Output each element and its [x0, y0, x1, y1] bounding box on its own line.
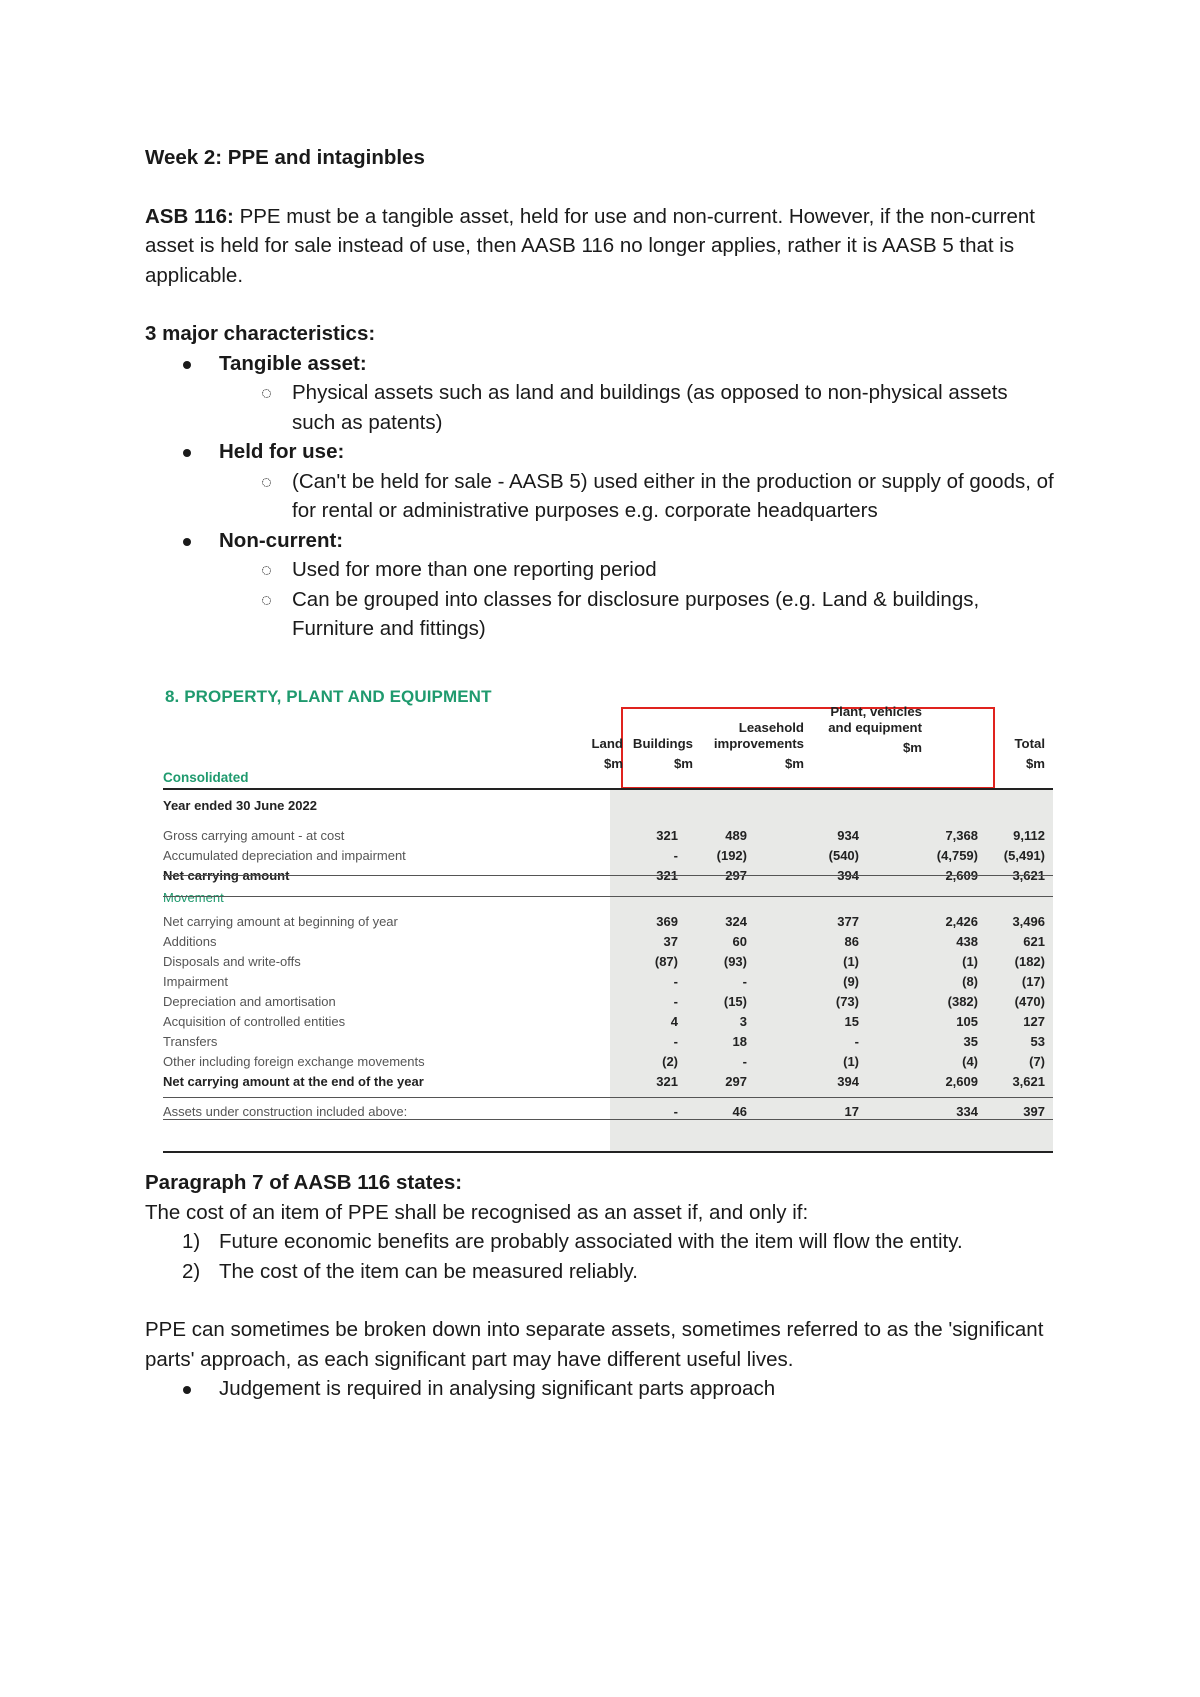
cell-value: 489: [725, 828, 747, 843]
bullet-icon: [183, 1386, 191, 1394]
sub-item-text: Used for more than one reporting period: [292, 558, 657, 581]
cell-value: 394: [837, 868, 859, 883]
col-name: Land: [591, 736, 623, 751]
bullet-icon: [183, 449, 191, 457]
cell-value: 438: [956, 934, 978, 949]
sub-list: [219, 555, 1055, 644]
significant-bullets: [145, 1374, 1055, 1404]
cell-value: 127: [1023, 1014, 1045, 1029]
list-item: [145, 1257, 1055, 1287]
row-label: Net carrying amount at beginning of year: [163, 914, 398, 929]
row-label: Impairment: [163, 974, 229, 989]
paragraph7-intro: The cost of an item of PPE shall be recognised as an asset if, and only if:: [145, 1200, 809, 1224]
cell-value: (15): [723, 994, 747, 1009]
cell-value: (1): [962, 954, 978, 969]
row-label: Assets under construction included above:: [163, 1104, 408, 1119]
cell-value: (87): [654, 954, 678, 969]
table-row: [163, 890, 1053, 909]
cell-value: 9,112: [1013, 828, 1045, 843]
cell-value: (1): [843, 954, 859, 969]
sub-item-text: Physical assets such as land and buildings (as opposed to non-physical assets such as patents): [292, 381, 1008, 434]
col-header-leasehold: [694, 720, 804, 772]
bottom-rule: [163, 1151, 1053, 1153]
item-text: Future economic benefits are probably associated with the item will flow the entity.: [219, 1230, 963, 1253]
header-rule: [163, 788, 1053, 790]
row-divider: [163, 1119, 1053, 1120]
cell-value: 377: [837, 914, 859, 929]
col-header-buildings: [633, 736, 693, 772]
cell-value: (8): [962, 974, 978, 989]
col-unit: $m: [673, 756, 693, 771]
row-label: Acquisition of controlled entities: [163, 1014, 346, 1029]
table-row: [163, 974, 1053, 993]
cell-value: (17): [1021, 974, 1045, 989]
cell-value: 35: [963, 1034, 978, 1049]
row-label: Net carrying amount at the end of the year: [163, 1074, 424, 1089]
cell-value: -: [673, 994, 678, 1009]
cell-value: (1): [843, 1054, 859, 1069]
cell-value: -: [854, 1034, 859, 1049]
col-name: Buildings: [632, 736, 693, 751]
intro-paragraph: [145, 202, 1055, 291]
cell-value: (5,491): [1003, 848, 1045, 863]
recognition-criteria-list: [145, 1227, 1055, 1286]
table-row: [163, 868, 1053, 887]
list-item: [145, 1374, 1055, 1404]
cell-value: 18: [732, 1034, 747, 1049]
circle-bullet-icon: [262, 389, 271, 398]
cell-value: (9): [843, 974, 859, 989]
sub-item-text: Can be grouped into classes for disclosure purposes (e.g. Land & buildings, Furniture and fittings): [292, 587, 980, 640]
cell-value: -: [742, 1054, 747, 1069]
characteristic-label: Non-current:: [219, 528, 344, 552]
row-label: Additions: [163, 934, 217, 949]
cell-value: 2,609: [945, 868, 978, 883]
cell-value: 4: [670, 1014, 678, 1029]
bullet-icon: [183, 361, 191, 369]
cell-value: (540): [828, 848, 859, 863]
list-item: [145, 349, 1055, 438]
cell-value: 17: [844, 1104, 859, 1119]
cell-value: (182): [1014, 954, 1045, 969]
characteristic-label: Held for use:: [219, 440, 345, 463]
table-row: [163, 1014, 1053, 1033]
cell-value: (93): [723, 954, 747, 969]
col-unit: $m: [603, 756, 623, 771]
paragraph7-title: Paragraph 7 of AASB 116 states:: [145, 1171, 463, 1194]
table-row: [163, 828, 1053, 847]
consolidated-label: Consolidated: [163, 770, 249, 785]
bullet-icon: [183, 538, 191, 546]
circle-bullet-icon: [262, 596, 271, 605]
cell-value: 3,621: [1012, 1074, 1045, 1089]
characteristics-list: [145, 349, 1055, 644]
cell-value: (4,759): [936, 848, 978, 863]
cell-value: 394: [837, 1074, 859, 1089]
ppe-table-image: [155, 680, 1055, 1155]
cell-value: (382): [947, 994, 978, 1009]
list-item: [145, 526, 1055, 644]
col-name: Total: [1014, 736, 1045, 751]
cell-value: -: [673, 1034, 678, 1049]
col-unit: $m: [1025, 756, 1045, 771]
cell-value: -: [673, 1104, 678, 1119]
cell-value: 934: [837, 828, 859, 843]
cell-value: -: [673, 848, 678, 863]
cell-value: (4): [962, 1054, 978, 1069]
bullet-text: Judgement is required in analysing significant parts approach: [219, 1377, 776, 1400]
col-name: Plant, vehicles and equipment: [828, 704, 922, 735]
row-divider: [163, 875, 1053, 876]
intro-label: ASB 116:: [145, 204, 234, 228]
table-row: [163, 934, 1053, 953]
sub-list: [219, 467, 1055, 526]
item-number: 2): [182, 1259, 201, 1283]
list-item: [145, 437, 1055, 526]
cell-value: (7): [1029, 1054, 1045, 1069]
sub-item-text: (Can't be held for sale - AASB 5) used either in the production or supply of goods, of for rental or administrative purposes e.g. corporate headquarters: [292, 469, 1054, 522]
cell-value: 53: [1030, 1034, 1045, 1049]
cell-value: 321: [656, 868, 678, 883]
cell-value: 297: [725, 868, 747, 883]
col-unit: $m: [784, 756, 804, 771]
table-row: [163, 1104, 1053, 1123]
cell-value: 2,609: [945, 1074, 978, 1089]
cell-value: (192): [716, 848, 747, 863]
characteristic-label: Tangible asset:: [219, 351, 367, 375]
cell-value: 397: [1023, 1104, 1045, 1119]
list-item: [219, 467, 1055, 526]
row-label: Movement: [163, 890, 224, 905]
characteristics-title: 3 major characteristics:: [145, 322, 376, 345]
notes-text: [145, 143, 1055, 644]
cell-value: 297: [725, 1074, 747, 1089]
cell-value: 369: [656, 914, 678, 929]
table-row: [163, 994, 1053, 1013]
notes-text-lower: [145, 1168, 1055, 1404]
row-divider: [163, 896, 1053, 897]
col-header-plant: [826, 704, 922, 756]
table-title: 8. PROPERTY, PLANT AND EQUIPMENT: [165, 687, 492, 706]
cell-value: 37: [663, 934, 678, 949]
item-text: The cost of the item can be measured reliably.: [219, 1259, 638, 1283]
circle-bullet-icon: [262, 566, 271, 575]
cell-value: (470): [1014, 994, 1045, 1009]
row-label: Gross carrying amount - at cost: [163, 828, 345, 843]
cell-value: 105: [956, 1014, 978, 1029]
cell-value: 324: [725, 914, 747, 929]
row-label: Transfers: [163, 1034, 218, 1049]
cell-value: 60: [732, 934, 747, 949]
cell-value: 3,621: [1012, 868, 1045, 883]
cell-value: 15: [844, 1014, 859, 1029]
cell-value: (2): [662, 1054, 678, 1069]
row-label: Year ended 30 June 2022: [163, 798, 317, 813]
cell-value: 7,368: [945, 828, 978, 843]
list-item: [219, 378, 1055, 437]
sub-list: [219, 378, 1055, 437]
cell-value: 621: [1023, 934, 1045, 949]
col-unit: $m: [902, 740, 922, 755]
cell-value: 46: [732, 1104, 747, 1119]
cell-value: -: [742, 974, 747, 989]
table-row: [163, 1034, 1053, 1053]
col-header-total: [1014, 736, 1045, 772]
row-label: Accumulated depreciation and impairment: [163, 848, 406, 863]
circle-bullet-icon: [262, 478, 271, 487]
page-heading: Week 2: PPE and intaginbles: [145, 146, 425, 169]
cell-value: 2,426: [945, 914, 978, 929]
table-row: [163, 848, 1053, 867]
row-label: Net carrying amount: [163, 868, 290, 883]
significant-parts-paragraph: PPE can sometimes be broken down into separate assets, sometimes referred to as the 'significant parts' approach, as each significant part may have different useful lives.: [145, 1318, 1044, 1371]
table-row: [163, 1074, 1053, 1093]
row-label: Disposals and write-offs: [163, 954, 301, 969]
cell-value: -: [673, 974, 678, 989]
cell-value: 3: [739, 1014, 747, 1029]
cell-value: 334: [956, 1104, 978, 1119]
list-item: [219, 585, 1055, 644]
list-item: [145, 1227, 1055, 1257]
item-number: 1): [182, 1230, 201, 1253]
col-name: Leasehold improvements: [713, 720, 804, 751]
intro-text: PPE must be a tangible asset, held for use and non-current. However, if the non-current asset is held for sale instead of use, then AASB 116 no longer applies, rather it is AASB 5 that is applicable.: [145, 204, 1035, 287]
cell-value: 86: [844, 934, 859, 949]
row-label: Depreciation and amortisation: [163, 994, 336, 1009]
cell-value: (73): [835, 994, 859, 1009]
col-header-land: [591, 736, 623, 772]
list-item: [219, 555, 1055, 585]
row-divider: [163, 1097, 1053, 1098]
table-row: [163, 954, 1053, 973]
table-row: [163, 798, 1053, 817]
cell-value: 3,496: [1012, 914, 1045, 929]
table-row: [163, 1054, 1053, 1073]
cell-value: 321: [656, 828, 678, 843]
table-row: [163, 914, 1053, 933]
cell-value: 321: [656, 1074, 678, 1089]
row-label: Other including foreign exchange movements: [163, 1054, 425, 1069]
